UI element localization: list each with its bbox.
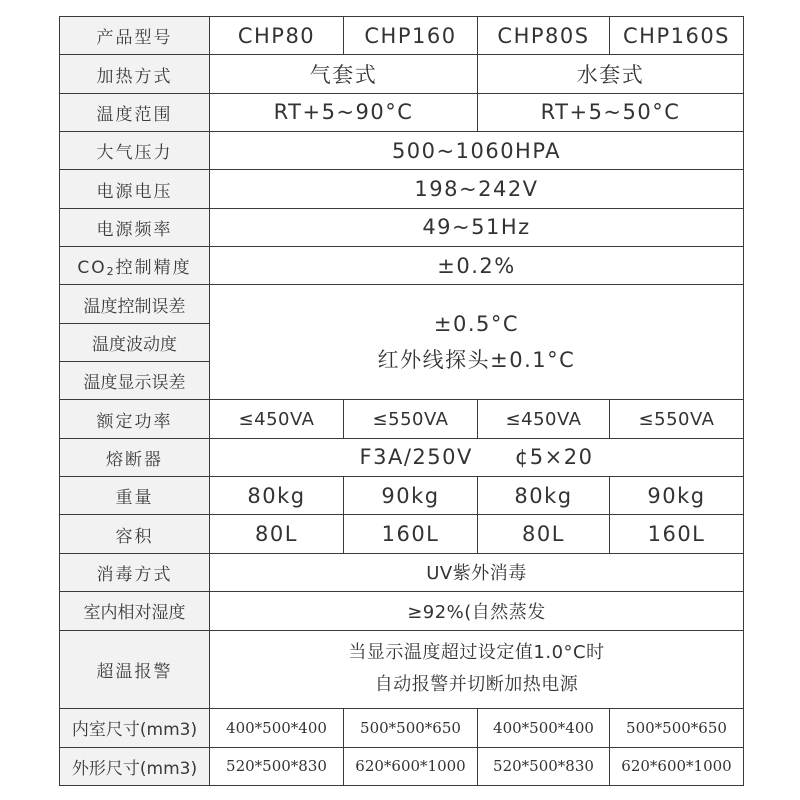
model-chp80: CHP80	[210, 17, 344, 55]
disinfection-value: UV紫外消毒	[210, 553, 744, 591]
row-volume	[60, 515, 744, 553]
pressure-value: 500~1060HPA	[210, 132, 744, 170]
power-chp80s: ≤450VA	[478, 400, 610, 438]
weight-chp160s: 90kg	[610, 477, 744, 515]
temp-range-water: RT+5~50°C	[478, 93, 744, 131]
heating-air-jacket: 气套式	[210, 55, 478, 93]
label-volume: 容积	[60, 515, 210, 553]
voltage-value: 198~242V	[210, 170, 744, 208]
spec-table	[59, 16, 744, 786]
weight-chp160: 90kg	[344, 477, 478, 515]
row-frequency	[60, 208, 744, 246]
label-outer-size: 外形尺寸(mm3)	[60, 747, 210, 785]
outer-size-chp160s: 620*600*1000	[610, 747, 744, 785]
outer-size-chp80: 520*500*830	[210, 747, 344, 785]
row-inner-size	[60, 709, 744, 747]
alarm-line-1: 当显示温度超过设定值1.0°C时	[348, 642, 605, 664]
label-weight: 重量	[60, 477, 210, 515]
row-pressure	[60, 132, 744, 170]
label-pressure: 大气压力	[60, 132, 210, 170]
fuse-size: ¢5×20	[514, 445, 594, 470]
row-heating	[60, 55, 744, 93]
label-voltage: 电源电压	[60, 170, 210, 208]
label-temp-control-error: 温度控制误差	[60, 285, 210, 323]
row-weight	[60, 477, 744, 515]
row-temp-control-error	[60, 285, 744, 323]
label-disinfection: 消毒方式	[60, 553, 210, 591]
label-temp-fluctuation: 温度波动度	[60, 323, 210, 361]
inner-size-chp160s: 500*500*650	[610, 709, 744, 747]
heating-water-jacket: 水套式	[478, 55, 744, 93]
row-power	[60, 400, 744, 438]
label-inner-size: 内室尺寸(mm3)	[60, 709, 210, 747]
model-chp160: CHP160	[344, 17, 478, 55]
volume-chp80: 80L	[210, 515, 344, 553]
model-chp160s: CHP160S	[610, 17, 744, 55]
label-frequency: 电源频率	[60, 208, 210, 246]
label-heating: 加热方式	[60, 55, 210, 93]
label-alarm: 超温报警	[60, 630, 210, 709]
row-disinfection	[60, 553, 744, 591]
inner-size-chp160: 500*500*650	[344, 709, 478, 747]
temp-block-value	[210, 285, 744, 400]
label-fuse: 熔断器	[60, 438, 210, 476]
fuse-value	[210, 438, 744, 476]
co2-prefix: CO	[77, 258, 107, 279]
volume-chp160s: 160L	[610, 515, 744, 553]
inner-size-chp80s: 400*500*400	[478, 709, 610, 747]
label-co2	[60, 247, 210, 285]
power-chp160s: ≤550VA	[610, 400, 744, 438]
temp-range-air: RT+5~90°C	[210, 93, 478, 131]
infrared-probe-accuracy: 红外线探头±0.1°C	[377, 348, 576, 373]
alarm-value	[210, 630, 744, 709]
inner-size-chp80: 400*500*400	[210, 709, 344, 747]
alarm-line-2: 自动报警并切断加热电源	[374, 674, 579, 696]
co2-subscript: 2	[106, 265, 116, 279]
outer-size-chp80s: 520*500*830	[478, 747, 610, 785]
row-co2	[60, 247, 744, 285]
humidity-value: ≥92%(自然蒸发	[210, 592, 744, 630]
frequency-value: 49~51Hz	[210, 208, 744, 246]
power-chp80: ≤450VA	[210, 400, 344, 438]
fuse-rating: F3A/250V	[359, 445, 473, 470]
label-humidity: 室内相对湿度	[60, 592, 210, 630]
model-chp80s: CHP80S	[478, 17, 610, 55]
row-fuse	[60, 438, 744, 476]
row-model	[60, 17, 744, 55]
label-temp-display-error: 温度显示误差	[60, 362, 210, 400]
row-outer-size	[60, 747, 744, 785]
temp-accuracy: ±0.5°C	[433, 312, 520, 337]
row-temp-range	[60, 93, 744, 131]
label-model: 产品型号	[60, 17, 210, 55]
volume-chp80s: 80L	[478, 515, 610, 553]
row-humidity	[60, 592, 744, 630]
outer-size-chp160: 620*600*1000	[344, 747, 478, 785]
weight-chp80s: 80kg	[478, 477, 610, 515]
co2-value: ±0.2%	[210, 247, 744, 285]
label-power: 额定功率	[60, 400, 210, 438]
weight-chp80: 80kg	[210, 477, 344, 515]
row-alarm	[60, 630, 744, 709]
row-voltage	[60, 170, 744, 208]
co2-suffix: 控制精度	[115, 258, 192, 279]
label-temp-range: 温度范围	[60, 93, 210, 131]
power-chp160: ≤550VA	[344, 400, 478, 438]
volume-chp160: 160L	[344, 515, 478, 553]
